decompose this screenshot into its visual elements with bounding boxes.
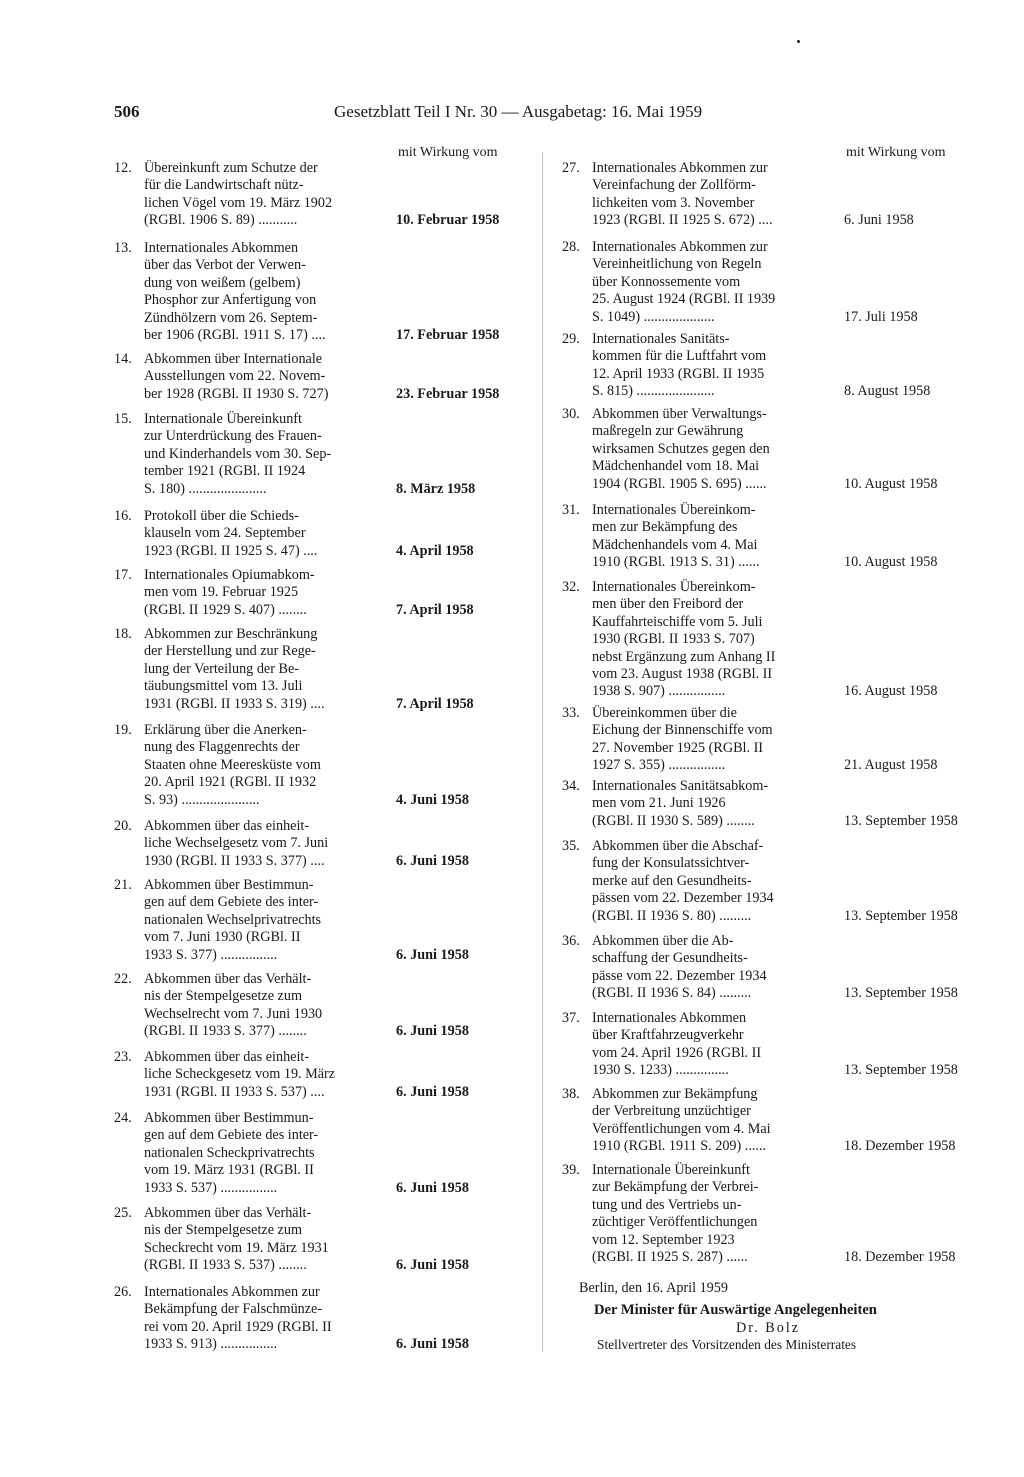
entry-item [562,1162,992,1266]
entry-line: Internationales Abkommen zur [144,1284,320,1300]
entry-text [144,1205,394,1275]
entry-line: wirksamen Schutzes gegen den [592,440,770,457]
entry-number: 26. [114,1284,132,1300]
entry-item [562,1010,992,1080]
entry-number: 31. [562,502,580,518]
entry-text [592,1010,842,1080]
effective-date: 4. April 1958 [396,542,474,559]
entry-line: Internationales Abkommen zur [592,239,768,255]
entry-text [592,406,842,493]
entry-number: 38. [562,1086,580,1102]
entry-line: Abkommen über das einheit- [144,1049,310,1065]
entry-line: 27. November 1925 (RGBl. II [592,739,764,756]
entry-line: Abkommen über Bestimmun- [144,877,314,893]
entry-line: (RGBl. II 1936 S. 80) ......... [592,907,752,924]
entry-number: 30. [562,406,580,422]
entry-item [562,239,992,326]
effective-date: 6. Juni 1958 [396,1257,469,1274]
place-date: Berlin, den 16. April 1959 [579,1280,728,1296]
effective-date: 18. Dezember 1958 [844,1138,956,1155]
entry-line: (RGBl. 1906 S. 89) ........... [144,212,298,229]
entry-number: 16. [114,508,132,524]
entry-item [562,331,992,401]
entry-text [592,579,842,701]
entry-line: (RGBl. II 1933 S. 537) ........ [144,1257,307,1274]
effective-date: 17. Juli 1958 [844,308,918,325]
entry-text [592,502,842,572]
entry-number: 14. [114,351,132,367]
entry-item [114,240,514,344]
entry-number: 27. [562,160,580,176]
entry-line: über das Verbot der Verwen- [144,257,306,274]
entry-line: zur Bekämpfung der Verbrei- [592,1179,759,1196]
entry-line: 1930 S. 1233) ............... [592,1062,729,1079]
entry-line: lung der Verteilung der Be- [144,660,299,677]
effective-date: 16. August 1958 [844,683,938,700]
effective-date: 10. August 1958 [844,554,938,571]
entry-line: Internationales Abkommen [592,1010,747,1026]
entry-line: 1930 (RGBl. II 1933 S. 377) .... [144,852,325,869]
entry-line: pässen vom 22. Dezember 1934 [592,890,774,907]
entry-line: Internationales Sanitätsabkom- [592,778,769,794]
entry-item [114,818,514,870]
entry-line: Wechselrecht vom 7. Juni 1930 [144,1005,323,1022]
effective-date: 18. Dezember 1958 [844,1248,956,1265]
entry-number: 24. [114,1110,132,1126]
entry-item [562,502,992,572]
entry-text [592,331,842,401]
entry-number: 39. [562,1162,580,1178]
effective-date: 6. Juni 1958 [844,212,914,229]
print-speck [797,40,800,43]
entry-line: Abkommen über Bestimmun- [144,1110,314,1126]
entry-line: Internationales Opiumabkom- [144,567,315,583]
effective-date: 13. September 1958 [844,907,958,924]
entry-line: vom 12. September 1923 [592,1231,735,1248]
entry-line: 1931 (RGBl. II 1933 S. 319) .... [144,695,325,712]
entry-line: ber 1928 (RGBl. II 1930 S. 727) [144,385,329,402]
entry-line: S. 815) ...................... [592,383,715,400]
effective-date: 21. August 1958 [844,757,938,774]
entry-item [562,705,992,775]
entry-text [144,971,394,1041]
entry-line: 20. April 1921 (RGBl. II 1932 [144,774,317,791]
entry-text [592,1162,842,1266]
entry-line: und Kinderhandels vom 30. Sep- [144,445,332,462]
entry-line: Veröffentlichungen vom 4. Mai [592,1120,771,1137]
entry-text [144,818,394,870]
entry-line: Abkommen über die Ab- [592,933,734,949]
entry-line: Abkommen zur Bekämpfung [592,1086,758,1102]
entry-line: gen auf dem Gebiete des inter- [144,1127,319,1144]
entry-number: 33. [562,705,580,721]
effective-date: 6. Juni 1958 [396,1179,469,1196]
entry-line: 1927 S. 355) ................ [592,757,726,774]
minister-title: Der Minister für Auswärtige Angelegenheiten [594,1302,877,1318]
entry-text [592,1086,842,1156]
entry-line: men vom 21. Juni 1926 [592,795,726,812]
entry-line: 1938 S. 907) ................ [592,683,726,700]
entry-number: 29. [562,331,580,347]
entry-line: men zur Bekämpfung des [592,519,738,536]
entry-text [592,239,842,326]
effective-date: 4. Juni 1958 [396,791,469,808]
entry-line: pässe vom 22. Dezember 1934 [592,967,767,984]
entry-line: lichkeiten vom 3. November [592,194,755,211]
entry-line: 1910 (RGBl. 1913 S. 31) ...... [592,554,760,571]
entry-line: Mädchenhandels vom 4. Mai [592,536,758,553]
entry-text [144,1110,394,1197]
entry-line: maßregeln zur Gewährung [592,423,744,440]
entry-line: Phosphor zur Anfertigung von [144,292,317,309]
entry-line: Internationale Übereinkunft [144,411,302,427]
entry-text [144,626,394,713]
entry-line: Internationales Übereinkom- [592,579,756,595]
entry-line: täubungsmittel vom 13. Juli [144,678,303,695]
entry-item [114,722,514,809]
entry-line: Mädchenhandel vom 18. Mai [592,458,760,475]
entry-number: 22. [114,971,132,987]
entry-line: nis der Stempelgesetze zum [144,988,302,1005]
entry-line: 1910 (RGBl. 1911 S. 209) ...... [592,1138,767,1155]
entry-line: Übereinkunft zum Schutze der [144,160,318,176]
entry-line: nebst Ergänzung zum Anhang II [592,648,776,665]
entry-number: 18. [114,626,132,642]
entry-line: nationalen Wechselprivatrechts [144,911,322,928]
entry-line: Übereinkommen über die [592,705,737,721]
entry-number: 34. [562,778,580,794]
entry-item [562,406,992,493]
entry-item [114,567,514,619]
entry-number: 25. [114,1205,132,1221]
entry-line: liche Wechselgesetz vom 7. Juni [144,835,329,852]
entry-line: 1930 (RGBl. II 1933 S. 707) [592,631,755,648]
effective-date: 6. Juni 1958 [396,1083,469,1100]
column-divider [542,152,543,1352]
entry-line: fung der Konsulatssichtver- [592,855,750,872]
entry-line: zur Unterdrückung des Frauen- [144,428,322,445]
right-column-heading: mit Wirkung vom [846,145,946,160]
entry-text [592,160,842,230]
entry-item [114,1284,514,1354]
entry-line: tung und des Vertriebs un- [592,1196,742,1213]
entry-line: Eichung der Binnenschiffe vom [592,722,773,739]
entry-line: 1923 (RGBl. II 1925 S. 47) .... [144,542,318,559]
entry-line: tember 1921 (RGBl. II 1924 [144,463,306,480]
entry-item [562,933,992,1003]
entry-line: Bekämpfung der Falschmünze- [144,1301,323,1318]
effective-date: 10. August 1958 [844,475,938,492]
effective-date: 8. März 1958 [396,480,476,497]
entry-line: Abkommen über das Verhält- [144,1205,312,1221]
entry-number: 15. [114,411,132,427]
entry-text [144,411,394,498]
entry-item [114,626,514,713]
entry-number: 28. [562,239,580,255]
entry-line: 1904 (RGBl. 1905 S. 695) ...... [592,475,767,492]
entry-line: Abkommen über Verwaltungs- [592,406,767,422]
effective-date: 6. Juni 1958 [396,852,469,869]
entry-line: lichen Vögel vom 19. März 1902 [144,194,333,211]
entry-line: (RGBl. II 1929 S. 407) ........ [144,601,307,618]
entry-line: (RGBl. II 1925 S. 287) ...... [592,1249,748,1266]
entry-number: 17. [114,567,132,583]
entry-line: für die Landwirtschaft nütz- [144,177,304,194]
effective-date: 7. April 1958 [396,695,474,712]
effective-date: 8. August 1958 [844,383,931,400]
entry-line: klauseln vom 24. September [144,525,306,542]
entry-line: 1933 S. 537) ................ [144,1179,278,1196]
entry-line: 1933 S. 913) ................ [144,1336,278,1353]
entry-number: 35. [562,838,580,854]
signatory-role: Stellvertreter des Vorsitzenden des Ministerrates [597,1337,857,1352]
entry-text [144,722,394,809]
entry-line: Internationales Sanitäts- [592,331,730,347]
entry-number: 20. [114,818,132,834]
entry-text [144,877,394,964]
entry-line: Abkommen zur Beschränkung [144,626,318,642]
effective-date: 6. Juni 1958 [396,946,469,963]
entry-line: Zündhölzern vom 26. Septem- [144,309,318,326]
entry-line: Abkommen über Internationale [144,351,323,367]
entry-line: kommen für die Luftfahrt vom [592,348,767,365]
entry-line: Erklärung über die Anerken- [144,722,307,738]
entry-line: Kauffahrteischiffe vom 5. Juli [592,613,763,630]
effective-date: 10. Februar 1958 [396,212,500,229]
entry-item [114,1110,514,1197]
entry-item [562,579,992,701]
entry-item [562,160,992,230]
entry-item [114,160,514,230]
entry-line: Abkommen über das einheit- [144,818,310,834]
entry-text [144,1049,394,1101]
entry-number: 23. [114,1049,132,1065]
entry-line: Internationale Übereinkunft [592,1162,750,1178]
entry-number: 12. [114,160,132,176]
entry-line: über Kraftfahrzeugverkehr [592,1027,744,1044]
entry-line: (RGBl. II 1936 S. 84) ......... [592,985,752,1002]
entry-line: Abkommen über das Verhält- [144,971,312,987]
entry-number: 21. [114,877,132,893]
entry-line: Ausstellungen vom 22. Novem- [144,368,326,385]
effective-date: 17. Februar 1958 [396,326,500,343]
entry-line: Vereinheitlichung von Regeln [592,256,762,273]
entry-text [592,933,842,1003]
entry-line: men vom 19. Februar 1925 [144,584,299,601]
entry-item [114,351,514,403]
entry-line: ber 1906 (RGBl. 1911 S. 17) .... [144,327,326,344]
entry-item [114,411,514,498]
page-title: Gesetzblatt Teil I Nr. 30 — Ausgabetag: 16. Mai 1959 [334,102,703,121]
entry-line: der Verbreitung unzüchtiger [592,1103,751,1120]
entry-line: Protokoll über die Schieds- [144,508,299,524]
entry-line: vom 23. August 1938 (RGBl. II [592,666,773,683]
effective-date: 13. September 1958 [844,1062,958,1079]
entry-line: 12. April 1933 (RGBl. II 1935 [592,365,765,382]
entry-line: Staaten ohne Meeresküste vom [144,756,321,773]
entry-line: S. 93) ...................... [144,791,260,808]
entry-number: 19. [114,722,132,738]
effective-date: 7. April 1958 [396,601,474,618]
entry-line: züchtiger Veröffentlichungen [592,1214,758,1231]
entry-item [114,1205,514,1275]
entry-line: nung des Flaggenrechts der [144,739,300,756]
entry-line: der Herstellung und zur Rege- [144,643,316,660]
entry-number: 37. [562,1010,580,1026]
entry-text [144,1284,394,1354]
entry-line: merke auf den Gesundheits- [592,872,752,889]
entry-line: Internationales Übereinkom- [592,502,756,518]
entry-line: Internationales Abkommen [144,240,299,256]
entry-line: Scheckrecht vom 19. März 1931 [144,1239,329,1256]
entry-item [114,971,514,1041]
entry-text [144,508,394,560]
entry-text [592,778,842,830]
effective-date: 13. September 1958 [844,812,958,829]
entry-item [114,1049,514,1101]
entry-line: dung von weißem (gelbem) [144,274,301,291]
left-column-heading: mit Wirkung vom [398,145,498,160]
entry-line: (RGBl. II 1933 S. 377) ........ [144,1023,307,1040]
entry-line: Vereinfachung der Zollförm- [592,177,756,194]
entry-line: S. 180) ...................... [144,480,267,497]
entry-line: 1933 S. 377) ................ [144,946,278,963]
entry-line: vom 7. Juni 1930 (RGBl. II [144,929,301,946]
entry-line: rei vom 20. April 1929 (RGBl. II [144,1318,332,1335]
entry-item [114,877,514,964]
page-header [114,102,984,128]
entry-number: 32. [562,579,580,595]
entry-text [144,567,394,619]
entry-number: 36. [562,933,580,949]
effective-date: 23. Februar 1958 [396,385,500,402]
entry-line: 1923 (RGBl. II 1925 S. 672) .... [592,212,773,229]
entry-item [562,838,992,925]
effective-date: 13. September 1958 [844,985,958,1002]
entry-line: gen auf dem Gebiete des inter- [144,894,319,911]
entry-line: men über den Freibord der [592,596,744,613]
entry-line: über Konnossemente vom [592,273,741,290]
entry-line: Abkommen über die Abschaf- [592,838,764,854]
entry-line: S. 1049) .................... [592,308,715,325]
entry-line: 25. August 1924 (RGBl. II 1939 [592,291,776,308]
entry-item [562,1086,992,1156]
entry-line: (RGBl. II 1930 S. 589) ........ [592,812,755,829]
page-number: 506 [114,102,140,121]
entry-text [592,705,842,775]
entry-line: vom 19. März 1931 (RGBl. II [144,1162,314,1179]
entry-number: 13. [114,240,132,256]
entry-line: Internationales Abkommen zur [592,160,768,176]
entry-line: nationalen Scheckprivatrechts [144,1144,315,1161]
entry-text [144,351,394,403]
entry-text [144,160,394,230]
signatory-name: Dr. Bolz [736,1320,801,1336]
entry-line: vom 24. April 1926 (RGBl. II [592,1044,762,1061]
effective-date: 6. Juni 1958 [396,1023,469,1040]
entry-item [114,508,514,560]
entry-item [562,778,992,830]
entry-text [592,838,842,925]
entry-line: liche Scheckgesetz vom 19. März [144,1066,336,1083]
effective-date: 6. Juni 1958 [396,1336,469,1353]
entry-line: nis der Stempelgesetze zum [144,1222,302,1239]
entry-text [144,240,394,344]
entry-line: 1931 (RGBl. II 1933 S. 537) .... [144,1083,325,1100]
entry-line: schaffung der Gesundheits- [592,950,748,967]
